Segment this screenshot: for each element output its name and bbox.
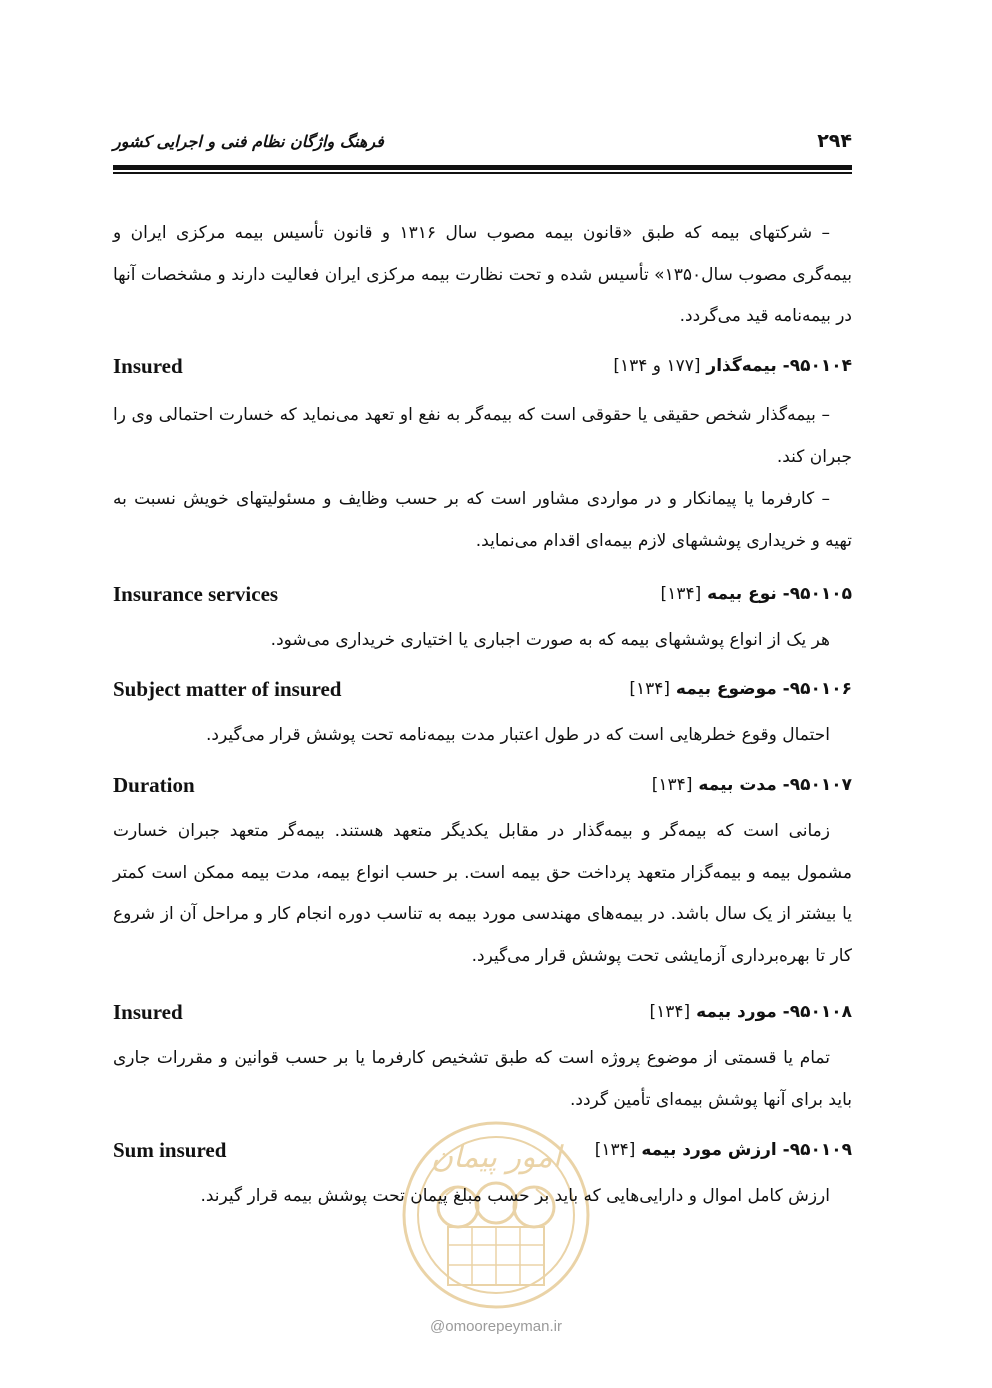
entry-paragraph: – کارفرما یا پیمانکار و در مواردی مشاور است که بر حسب وظایف و مسئولیتهای خویش نسبت به تهیه و خریداری پوششهای لازم بیمه‌ای اقدام می‌نماید. — [113, 489, 852, 551]
intro-paragraph: – شرکتهای بیمه که طبق «قانون بیمه مصوب سال ۱۳۱۶ و قانون تأسیس بیمه مرکزی ایران و بیمه‌گری مصوب سال۱۳۵۰» تأسیس شده و تحت نظارت بیمه مرکزی ایران فعالیت دارند و مشخصات آنها در بیمه‌نامه قید می‌گردد. — [113, 223, 852, 326]
entry-reference: [۱۷۷ و ۱۳۴] — [613, 356, 701, 376]
entry-persian-term — [613, 356, 852, 376]
entry-paragraph: – بیمه‌گذار شخص حقیقی یا حقوقی است که بیمه‌گر به نفع او تعهد می‌نماید که خسارت احتمالی وی را جبران کند. — [113, 405, 852, 467]
entry-paragraph: هر یک از انواع پوششهای بیمه که به صورت اجباری یا اختیاری خریداری می‌شود. — [270, 630, 830, 650]
entry-english-term: Duration — [113, 773, 195, 797]
entry-persian-term — [661, 584, 852, 604]
entry-english-term: Insured — [113, 354, 183, 378]
page-number: ۲۹۴ — [817, 130, 852, 152]
entry-persian-term — [629, 679, 852, 699]
entry-persian-term — [652, 775, 852, 795]
entry-heading-950107 — [113, 775, 852, 805]
watermark-logo-text: امور پیمان — [431, 1140, 561, 1175]
entry-heading-950105 — [113, 584, 852, 614]
entry-reference: [۱۳۴] — [594, 1140, 636, 1160]
entry-english-term: Insurance services — [113, 582, 279, 606]
watermark-caption: @omoorepeyman.ir — [430, 1318, 562, 1335]
entry-english-term: Insured — [113, 1000, 183, 1024]
header-rule-thick — [113, 165, 852, 170]
entry-heading-950109 — [113, 1140, 852, 1170]
entry-heading-950104 — [113, 356, 852, 386]
entry-persian-term — [595, 1140, 852, 1160]
entry-reference: [۱۳۴] — [629, 679, 670, 699]
header-rule-thin — [113, 172, 852, 174]
entry-code-term: ۹۵۰۱۰۹- ارزش مورد بیمه — [641, 1140, 852, 1160]
entry-persian-term — [650, 1002, 853, 1022]
entry-english-term: Sum insured — [113, 1138, 227, 1162]
entry-code-term: ۹۵۰۱۰۴- بیمه‌گذار — [706, 356, 852, 376]
entry-paragraph: ارزش کامل اموال و دارایی‌هایی که باید بر حسب مبلغ پیمان تحت پوشش بیمه قرار گیرند. — [200, 1186, 830, 1206]
entry-heading-950108 — [113, 1002, 852, 1032]
entry-code-term: ۹۵۰۱۰۸- مورد بیمه — [696, 1002, 852, 1022]
entry-english-term: Subject matter of insured — [113, 677, 342, 701]
entry-heading-950106 — [113, 679, 852, 709]
running-title: فرهنگ واژگان نظام فنی و اجرایی کشور — [113, 132, 384, 151]
entry-code-term: ۹۵۰۱۰۶- موضوع بیمه — [675, 679, 852, 699]
page-header — [113, 130, 852, 158]
entry-paragraph: زمانی است که بیمه‌گر و بیمه‌گذار در مقابل یکدیگر متعهد هستند. بیمه‌گر متعهد جبران خسارت مشمول بیمه و بیمه‌گزار متعهد پرداخت حق بیمه است. بر حسب انواع بیمه، مدت بیمه ممکن است کمتر یا بیشتر از یک سال باشد. در بیمه‌های مهندسی مورد بیمه به تناسب دوره انجام کار و مراحل آن از شروع کار تا بهره‌برداری آزمایشی تحت پوشش قرار می‌گیرد. — [113, 821, 852, 966]
entry-code-term: ۹۵۰۱۰۷- مدت بیمه — [698, 775, 852, 795]
entry-code-term: ۹۵۰۱۰۵- نوع بیمه — [707, 584, 852, 604]
entry-reference: [۱۳۴] — [649, 1002, 691, 1022]
entry-paragraph: تمام یا قسمتی از موضوع پروژه است که طبق تشخیص کارفرما یا بر حسب قوانین و مقررات جاری باید برای آنها پوشش بیمه‌ای تأمین گردد. — [113, 1048, 852, 1110]
entry-reference: [۱۳۴] — [651, 775, 693, 795]
entry-paragraph: احتمال وقوع خطرهایی است که در طول اعتبار مدت بیمه‌نامه تحت پوشش قرار می‌گیرد. — [205, 725, 830, 745]
entry-reference: [۱۳۴] — [660, 584, 702, 604]
